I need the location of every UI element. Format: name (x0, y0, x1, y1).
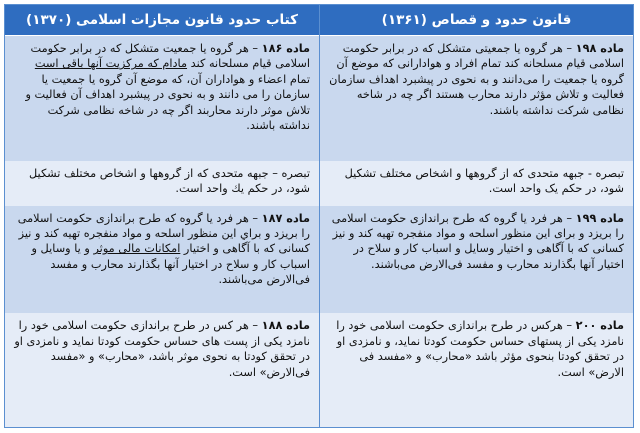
article-number: ماده ۱۹۸ (575, 41, 624, 55)
article-text: و یا وسایل و اسباب کار و سلاح در اختیار آنها بگذارند محارب و مفسد فی‌الارض می‌باشند. (31, 242, 310, 287)
article-text: تمام اعضاء و هواداران آن، که موضع آن گروه یا جمعیت یا سازمان را می دانند و به نحوی در پیشبرد اهداف آن فعالیت و تلاش موثر دارند محاربند اگر چه در شاخه نظامی شرکت نداشته باشند. (25, 72, 310, 132)
article-text: – هر گروه یا جمعیت متشکل که در برابر حکومت اسلامی قیام مسلحانه کند (30, 41, 310, 71)
article-200-cell (320, 313, 633, 427)
article-text: – هرکس در طرح براندازی حکومت اسلامی خود را نامزد یکی از پستهای حساس حکومت کودتا نماید، و نامزدی او در تحقق کودتا بنحوی مؤثر باشد «محارب» و «مفسد فی الارض» است. (336, 319, 624, 379)
article-number: ماده ۱۹۹ (575, 211, 624, 225)
article-number: ماده ۱۸۸ (261, 319, 310, 333)
column-header-right: قانون حدود و قصاص (۱۳۶۱) (320, 5, 633, 36)
note-text: تبصره - جبهه متحدی که از گروهها و اشخاص مختلف تشکیل شود، در حکم یک واحد است. (344, 166, 624, 196)
article-number: ماده ۱۸۶ (261, 41, 310, 55)
column-hodud-qisas-1361 (319, 5, 633, 427)
note-text: تبصره – جبهه متحدی که از گروهها و اشخاص مختلف تشکیل شود، در حکم یك واحد است. (28, 166, 310, 196)
article-199-cell (320, 206, 633, 314)
column-penal-code-1370 (5, 5, 319, 427)
article-186-cell (5, 36, 319, 161)
underlined-phrase: مادام که مرکزیت آنها باقی است (34, 57, 188, 71)
article-text: – هر کس در طرح براندازی حکومت اسلامی خود را نامزد یکی از پست های حساس حکومت کودتا نماید و نامزدی او در تحقق کودتا به نحوی موثر باشد، «محارب» و «مفسد فی‌الارض» است. (14, 319, 310, 379)
article-text: – هر گروه یا جمعیتی متشکل که در برابر حکومت اسلامی قیام مسلحانه کند تمام افراد و هوادارانی که موضع آن گروه یا جمعیت را می‌دانند و به نحوی در پیشبرد اهداف سازمان فعالیت و تلاش مؤثر دارند محارب هستند اگر چه در شاخه نظامی شرکت نداشته باشند. (329, 41, 624, 117)
note-cell-left (5, 161, 319, 206)
article-188-cell (5, 313, 319, 427)
article-198-cell (320, 36, 633, 161)
article-number: ماده ۲۰۰ (575, 319, 624, 333)
column-header-left: کتاب حدود قانون مجازات اسلامی (۱۳۷۰) (5, 5, 319, 36)
article-number: ماده ۱۸۷ (261, 211, 310, 225)
underlined-phrase: امکانات مالی موثر (93, 242, 181, 256)
article-text: – هر فرد یا گروه که طرح براندازی حکومت اسلامی را بریزد و براي این منظور اسلحه و مواد منفجره تهیه کند و نیز کسانی که با آگاهی و اختیار (17, 211, 310, 256)
note-cell-right (320, 161, 633, 206)
article-text: – هر فرد یا گروه که طرح براندازی حکومت اسلامی را بریزد و برای این منظور اسلحه و مواد منفجره تهیه کند و نیز کسانی که با آگاهی و اختیار وسایل و اسباب کار و سلاح در اختیار آنها بگذارند محارب و مفسد فی‌الارض می‌باشند. (331, 211, 624, 271)
article-187-cell (5, 206, 319, 314)
comparison-table (4, 4, 634, 428)
